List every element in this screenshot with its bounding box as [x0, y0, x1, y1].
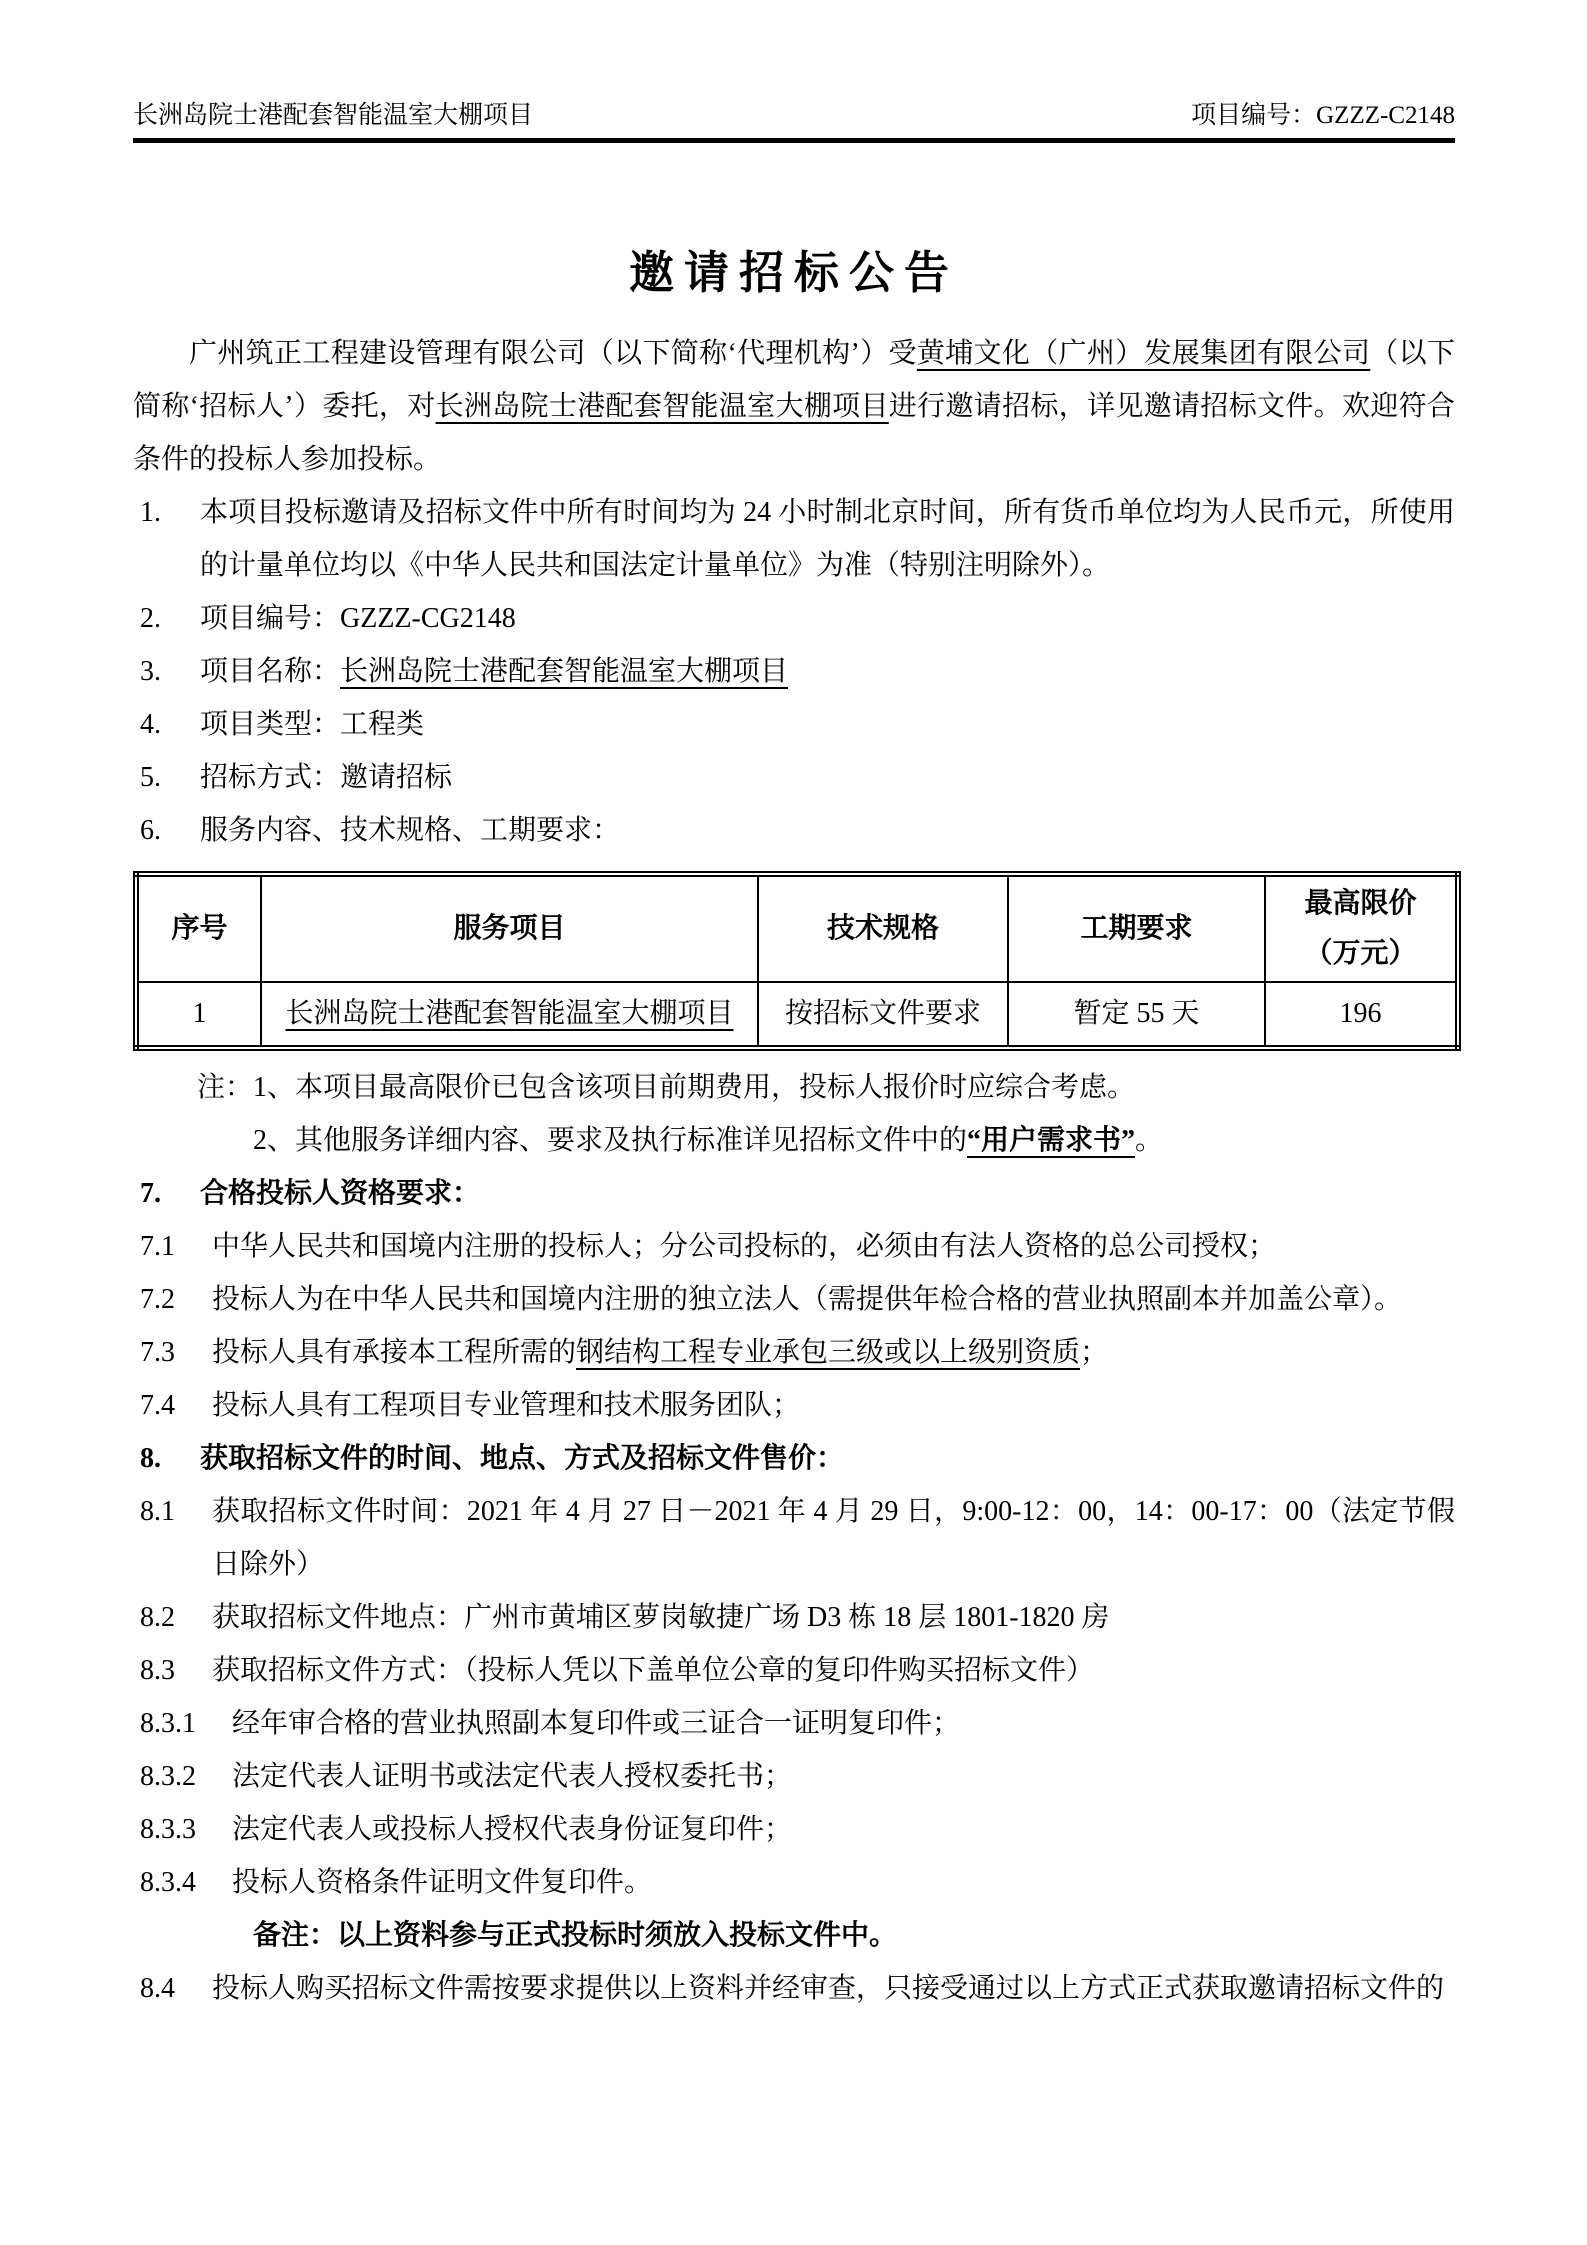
- intro-agency-name-underlined: 黄埔文化（广州）发展集团有限公司: [916, 338, 1371, 369]
- item-number: 1.: [140, 497, 161, 528]
- item-number: 3.: [140, 656, 161, 687]
- item-project-name-underlined: 长洲岛院士港配套智能温室大棚项目: [340, 656, 789, 687]
- col-header-max-price-line1: 最高限价: [1304, 888, 1417, 919]
- list-item-3: [133, 645, 1455, 698]
- intro-seg3: （以下简称‘招标人’）委托，对: [133, 338, 1455, 422]
- intro-project-name-underlined: 长洲岛院士港配套智能温室大棚项目: [435, 391, 889, 422]
- table-note-1: 注：1、本项目最高限价已包含该项目前期费用，投标人报价时应综合考虑。: [197, 1072, 1136, 1103]
- item-number: 8.3.2: [140, 1761, 196, 1792]
- list-item-5: [133, 751, 1455, 804]
- item-text: 经年审合格的营业执照副本复印件或三证合一证明复印件；: [232, 1708, 961, 1739]
- cell-seq: 1: [136, 982, 261, 1048]
- item-text-prefix: 投标人具有承接本工程所需的: [212, 1337, 577, 1368]
- page-header: [133, 100, 1455, 143]
- note2-user-requirements-emphasis: “用户需求书”: [967, 1125, 1136, 1156]
- cell-service-item: [261, 982, 758, 1048]
- item-text-prefix: 项目名称：: [200, 656, 341, 687]
- note2-prefix: 2、其他服务详细内容、要求及执行标准详见招标文件中的: [253, 1125, 968, 1156]
- item-number: 7.3: [140, 1337, 175, 1368]
- list-item-8-3-2: [133, 1750, 1455, 1803]
- item-text: 项目类型：工程类: [200, 709, 425, 740]
- item-text: 中华人民共和国境内注册的投标人；分公司投标的，必须由有法人资格的总公司授权；: [212, 1231, 1277, 1262]
- list-item-7-4: [133, 1379, 1455, 1432]
- cell-project-name-underlined: 长洲岛院士港配套智能温室大棚项目: [285, 998, 734, 1029]
- list-item-8-3-1: [133, 1697, 1455, 1750]
- qualification-underlined: 钢结构工程专业承包三级或以上级别资质: [576, 1337, 1081, 1368]
- document-title: 邀请招标公告: [628, 248, 959, 298]
- list-item-8-3-4: [133, 1856, 1455, 1909]
- intro-seg1: 广州筑正工程建设管理有限公司（以下简称‘代理机构’）受: [189, 338, 917, 369]
- item-number: 6.: [140, 815, 161, 846]
- item-number: 7.2: [140, 1284, 175, 1315]
- item-number: 2.: [140, 603, 161, 634]
- item-number: 4.: [140, 709, 161, 740]
- cell-max-price: 196: [1265, 982, 1458, 1048]
- section-8-heading: [133, 1432, 1455, 1485]
- item-text: 获取招标文件时间：2021 年 4 月 27 日－2021 年 4 月 29 日，9:00-12：00，14：00-17：00（法定节假日除外）: [212, 1496, 1455, 1580]
- list-item-8-3: [133, 1644, 1455, 1697]
- service-table: [133, 871, 1461, 1051]
- col-header-service-item: 服务项目: [261, 874, 758, 982]
- list-item-7-3: [133, 1326, 1455, 1379]
- section-7-heading: [133, 1167, 1455, 1220]
- item-number: 8.3.1: [140, 1708, 196, 1739]
- table-header-row: [136, 874, 1458, 982]
- col-header-seq: 序号: [136, 874, 261, 982]
- intro-seg5: 进行邀请招标，详见邀请招标文件。欢迎符合条件的投标人参加投标。: [133, 391, 1455, 475]
- list-item-7-1: [133, 1220, 1455, 1273]
- item-number: 5.: [140, 762, 161, 793]
- item-text: 获取招标文件方式：（投标人凭以下盖单位公章的复印件购买招标文件）: [212, 1655, 1095, 1686]
- item-number: 8.3.4: [140, 1867, 196, 1898]
- list-item-2: [133, 592, 1455, 645]
- item-text: 项目编号：GZZZ-CG2148: [200, 603, 516, 634]
- item-number: 8.4: [140, 1973, 175, 2004]
- item-text: 法定代表人或投标人授权代表身份证复印件；: [232, 1814, 793, 1845]
- section-number: 7.: [140, 1178, 161, 1209]
- section-heading-text: 合格投标人资格要求：: [200, 1178, 481, 1209]
- col-header-tech-spec: 技术规格: [758, 874, 1008, 982]
- remark-line: 备注：以上资料参与正式投标时须放入投标文件中。: [253, 1920, 898, 1951]
- header-project-code: 项目编号：GZZZ-C2148: [1191, 102, 1455, 129]
- note2-suffix: 。: [1135, 1125, 1164, 1156]
- item-number: 7.4: [140, 1390, 175, 1421]
- col-header-max-price-line2: （万元）: [1304, 938, 1417, 969]
- item-text: 服务内容、技术规格、工期要求：: [200, 815, 621, 846]
- item-number: 8.3.3: [140, 1814, 196, 1845]
- item-text-suffix: ；: [1080, 1337, 1109, 1368]
- cell-duration: 暂定 55 天: [1008, 982, 1265, 1048]
- list-item-8-1: [133, 1485, 1455, 1591]
- cell-tech-spec: 按招标文件要求: [758, 982, 1008, 1048]
- item-text: 获取招标文件地点：广州市黄埔区萝岗敏捷广场 D3 栋 18 层 1801-1820 房: [212, 1602, 1110, 1633]
- section-number: 8.: [140, 1443, 161, 1474]
- table-row: [136, 982, 1458, 1048]
- list-item-8-4: [133, 1962, 1455, 2015]
- list-item-8-3-3: [133, 1803, 1455, 1856]
- item-number: 7.1: [140, 1231, 175, 1262]
- item-text: 投标人为在中华人民共和国境内注册的独立法人（需提供年检合格的营业执照副本并加盖公章）。: [212, 1284, 1403, 1315]
- col-header-max-price: [1265, 874, 1458, 982]
- list-item-8-2: [133, 1591, 1455, 1644]
- item-number: 8.3: [140, 1655, 175, 1686]
- item-number: 8.1: [140, 1496, 175, 1527]
- item-text: 投标人购买招标文件需按要求提供以上资料并经审查，只接受通过以上方式正式获取邀请招标文件的: [212, 1973, 1445, 2004]
- intro-paragraph: [133, 327, 1455, 486]
- table-note-2: [133, 1114, 1455, 1167]
- section-heading-text: 获取招标文件的时间、地点、方式及招标文件售价：: [200, 1443, 845, 1474]
- list-item-7-2: [133, 1273, 1455, 1326]
- item-number: 8.2: [140, 1602, 175, 1633]
- list-item-4: [133, 698, 1455, 751]
- item-text: 招标方式：邀请招标: [200, 762, 453, 793]
- list-item-6: [133, 804, 1455, 857]
- item-text: 投标人资格条件证明文件复印件。: [232, 1867, 653, 1898]
- item-text: 投标人具有工程项目专业管理和技术服务团队；: [212, 1390, 801, 1421]
- col-header-duration: 工期要求: [1008, 874, 1265, 982]
- item-text: 法定代表人证明书或法定代表人授权委托书；: [232, 1761, 793, 1792]
- list-item-1: [133, 486, 1455, 592]
- item-text: 本项目投标邀请及招标文件中所有时间均为 24 小时制北京时间，所有货币单位均为人民币元，所使用的计量单位均以《中华人民共和国法定计量单位》为准（特别注明除外）。: [200, 497, 1455, 581]
- header-project-name: 长洲岛院士港配套智能温室大棚项目: [133, 102, 534, 129]
